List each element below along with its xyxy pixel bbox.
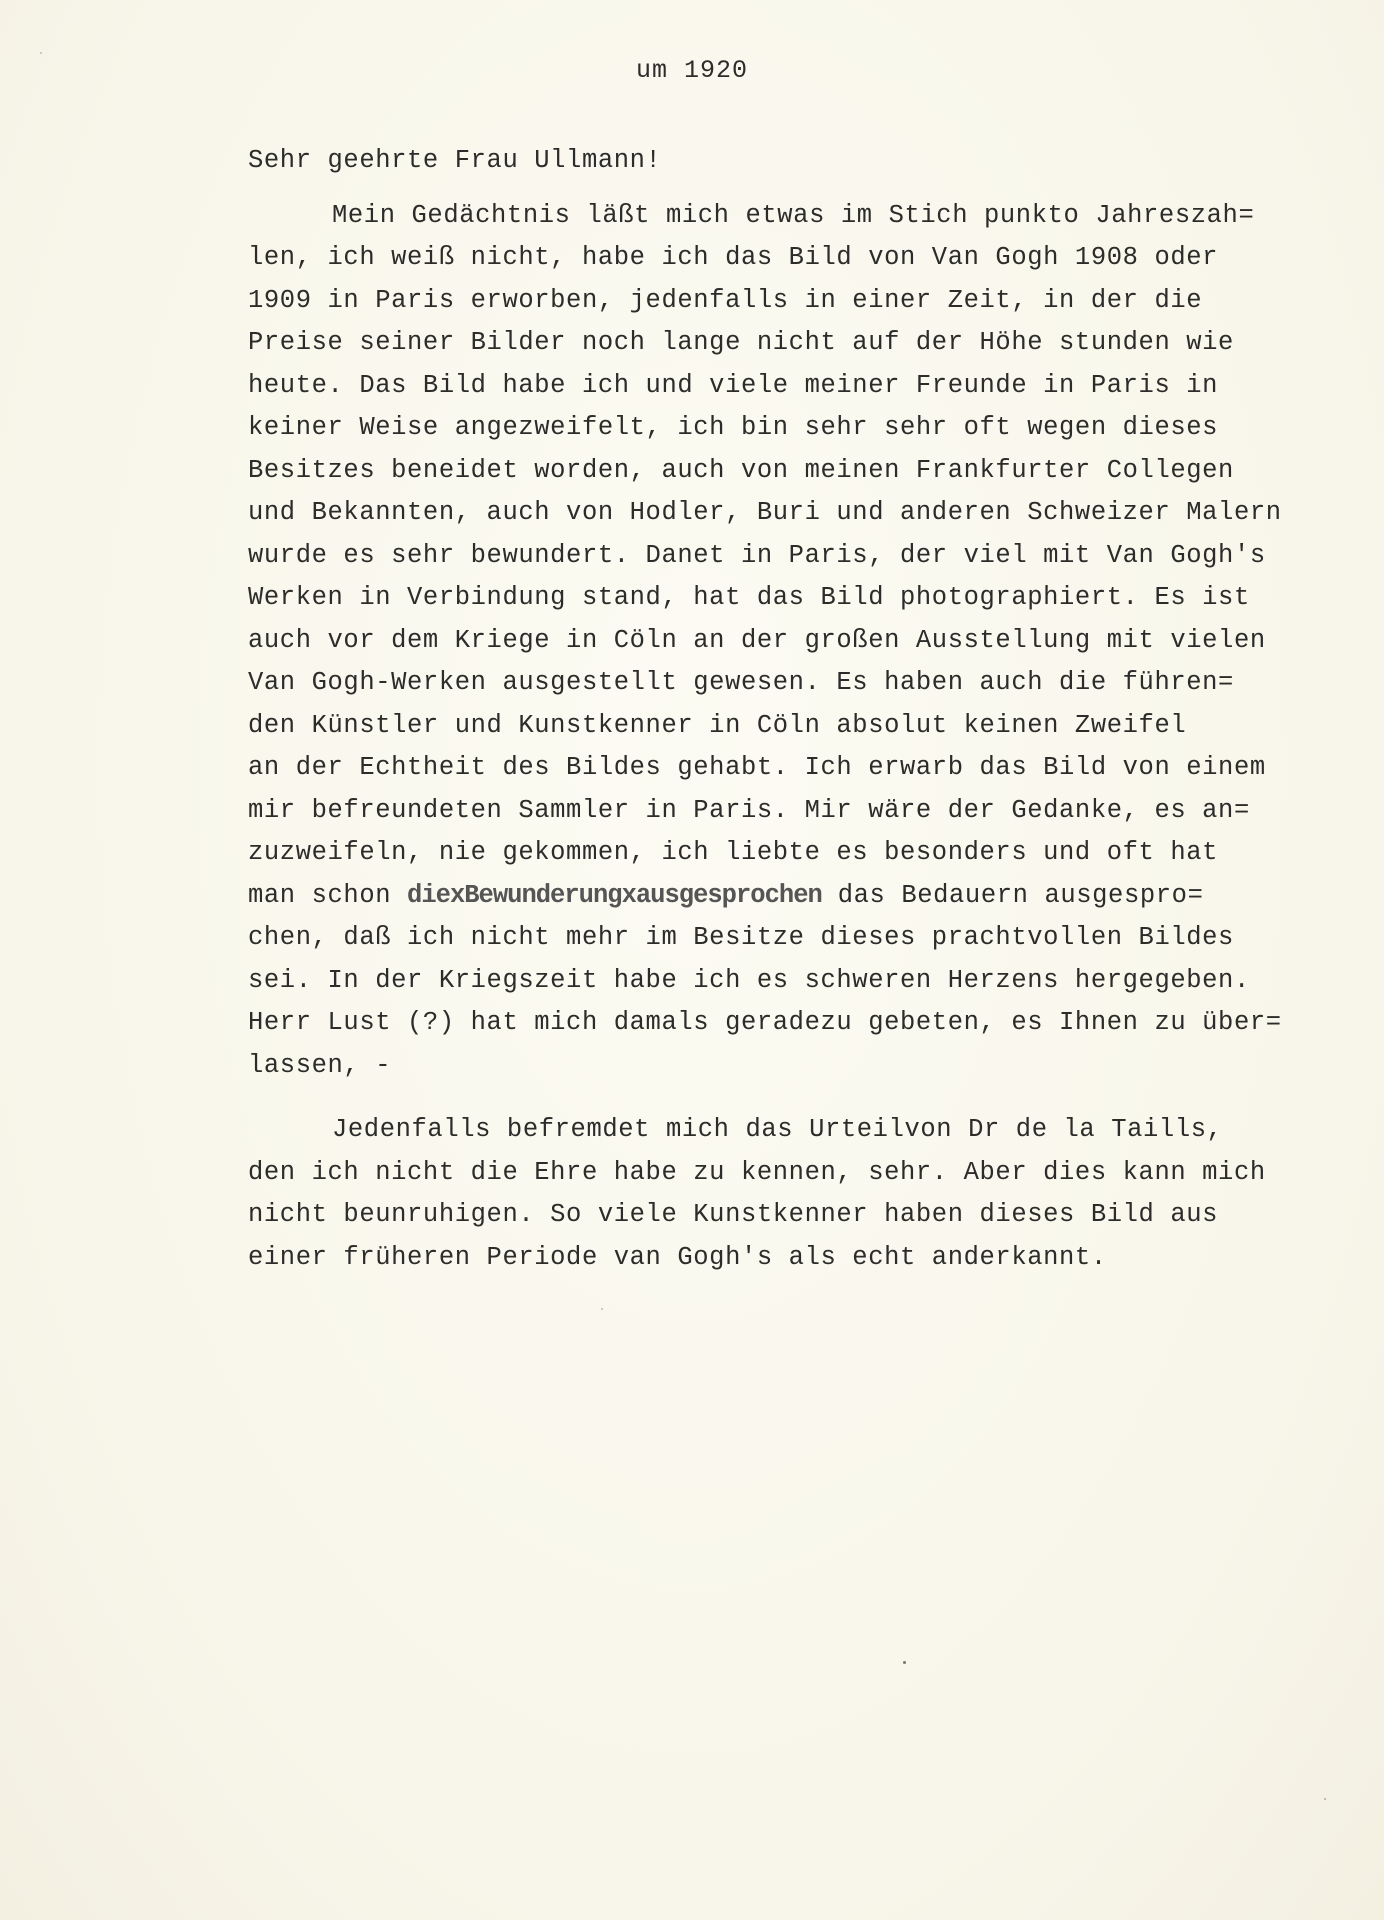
- text-line: auch vor dem Kriege in Cöln an der großen Ausstellung mit vielen: [248, 625, 1266, 655]
- text-line-with-strikeout: [248, 875, 1358, 918]
- text-line: zuzweifeln, nie gekommen, ich liebte es besonders und oft hat: [248, 838, 1219, 867]
- text-line: den ich nicht die Ehre habe zu kennen, sehr. Aber dies kann mich: [248, 1157, 1266, 1187]
- text-line: und Bekannten, auch von Hodler, Buri und anderen Schweizer Malern: [248, 498, 1282, 527]
- text-line: lassen, -: [248, 1050, 392, 1080]
- text-line: chen, daß ich nicht mehr im Besitze dieses prachtvollen Bildes: [248, 923, 1234, 952]
- text-line: keiner Weise angezweifelt, ich bin sehr sehr oft wegen dieses: [248, 413, 1219, 442]
- letter-body: [248, 140, 1358, 1279]
- text-line: an der Echtheit des Bildes gehabt. Ich erwarb das Bild von einem: [248, 753, 1266, 782]
- text-line: Van Gogh-Werken ausgestellt gewesen. Es haben auch die führen=: [248, 668, 1234, 697]
- paragraph-1: [248, 195, 1358, 1088]
- struck-out-text: diexBewunderungxausgesprochen: [407, 880, 822, 910]
- text-line: sei. In der Kriegszeit habe ich es schweren Herzens hergegeben.: [248, 965, 1250, 995]
- paper-speck: [903, 1661, 906, 1664]
- text-line: Mein Gedächtnis läßt mich etwas im Stich punkto Jahreszah=: [332, 200, 1255, 230]
- text-line: Herr Lust (?) hat mich damals geradezu gebeten, es Ihnen zu über=: [248, 1008, 1282, 1037]
- letter-date: um 1920: [635, 56, 749, 85]
- salutation: Sehr geehrte Frau Ullmann!: [248, 146, 662, 175]
- text-line: Preise seiner Bilder noch lange nicht auf der Höhe stunden wie: [248, 328, 1234, 357]
- paper-speck: [601, 1308, 603, 1310]
- paper-speck: [1324, 1798, 1326, 1800]
- paragraph-2: [248, 1109, 1358, 1279]
- line-end: das Bedauern ausgespro=: [821, 880, 1204, 910]
- text-line: einer früheren Periode van Gogh's als echt anderkannt.: [248, 1242, 1107, 1272]
- paper-speck: [40, 52, 42, 54]
- text-line: Besitzes beneidet worden, auch von meinen Frankfurter Collegen: [248, 455, 1234, 485]
- text-line: heute. Das Bild habe ich und viele meiner Freunde in Paris in: [248, 370, 1219, 400]
- text-line: len, ich weiß nicht, habe ich das Bild von Van Gogh 1908 oder: [248, 243, 1219, 272]
- text-line: mir befreundeten Sammler in Paris. Mir wäre der Gedanke, es an=: [248, 795, 1250, 825]
- text-line: Jedenfalls befremdet mich das Urteilvon Dr de la Taills,: [332, 1115, 1223, 1144]
- text-line: den Künstler und Kunstkenner in Cöln absolut keinen Zweifel: [248, 710, 1187, 740]
- text-line: wurde es sehr bewundert. Danet in Paris, der viel mit Van Gogh's: [248, 540, 1266, 570]
- text-line: nicht beunruhigen. So viele Kunstkenner haben dieses Bild aus: [248, 1200, 1219, 1229]
- text-line: 1909 in Paris erworben, jedenfalls in einer Zeit, in der die: [248, 285, 1203, 315]
- text-line: Werken in Verbindung stand, hat das Bild photographiert. Es ist: [248, 583, 1250, 612]
- line-start: man schon: [248, 880, 408, 910]
